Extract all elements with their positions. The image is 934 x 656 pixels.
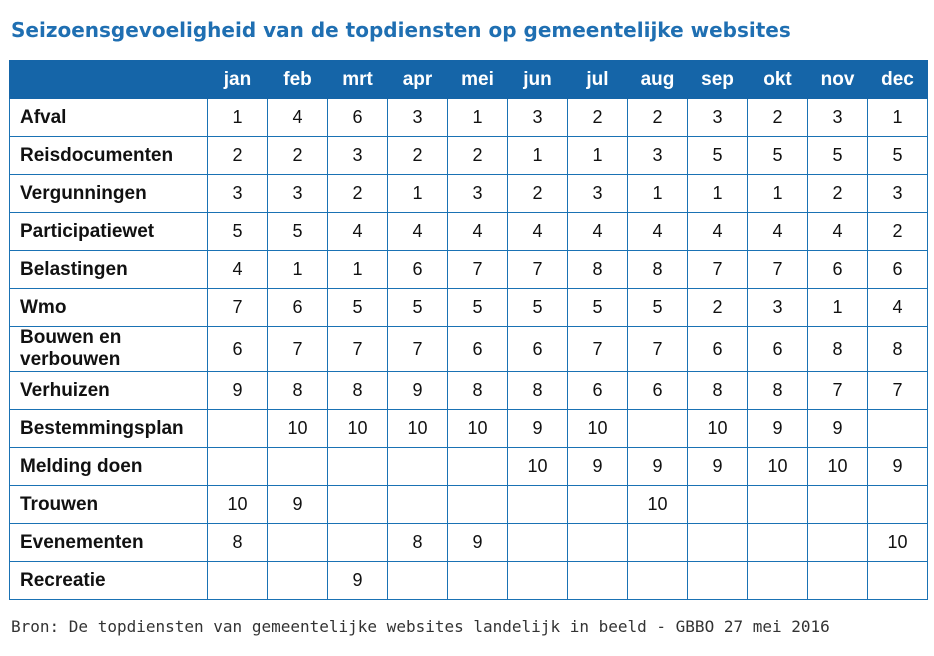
page-title: Seizoensgevoeligheid van de topdiensten op gemeentelijke websites (11, 18, 791, 42)
rank-cell (448, 448, 508, 486)
rank-cell: 1 (808, 289, 868, 327)
month-header: dec (868, 61, 928, 99)
rank-cell: 4 (688, 213, 748, 251)
rank-cell: 9 (688, 448, 748, 486)
table-row (10, 562, 928, 600)
rank-cell: 9 (868, 448, 928, 486)
rank-cell: 9 (748, 410, 808, 448)
table-row (10, 327, 928, 372)
rank-cell: 3 (388, 99, 448, 137)
rank-cell (328, 524, 388, 562)
rank-cell: 6 (808, 251, 868, 289)
rank-cell: 5 (448, 289, 508, 327)
rank-cell: 1 (688, 175, 748, 213)
row-label: Melding doen (10, 448, 208, 486)
rank-cell: 4 (268, 99, 328, 137)
rank-cell (628, 562, 688, 600)
rank-cell: 2 (508, 175, 568, 213)
rank-cell (808, 486, 868, 524)
month-header: sep (688, 61, 748, 99)
rank-cell: 9 (208, 372, 268, 410)
rank-cell (748, 486, 808, 524)
rank-cell: 6 (748, 327, 808, 372)
rank-cell: 10 (568, 410, 628, 448)
row-label: Participatiewet (10, 213, 208, 251)
rank-cell: 7 (448, 251, 508, 289)
rank-cell: 6 (268, 289, 328, 327)
rank-cell: 5 (868, 137, 928, 175)
rank-cell (208, 562, 268, 600)
rank-cell (208, 410, 268, 448)
rank-cell: 2 (568, 99, 628, 137)
row-label: Vergunningen (10, 175, 208, 213)
rank-cell: 8 (868, 327, 928, 372)
rank-cell: 4 (568, 213, 628, 251)
table-row (10, 448, 928, 486)
source-note: Bron: De topdiensten van gemeentelijke websites landelijk in beeld - GBBO 27 mei 2016 (11, 617, 830, 636)
row-label: Trouwen (10, 486, 208, 524)
rank-cell: 3 (868, 175, 928, 213)
rank-cell: 7 (628, 327, 688, 372)
row-label: Bouwen en verbouwen (10, 327, 208, 372)
rank-cell (868, 486, 928, 524)
rank-cell: 7 (328, 327, 388, 372)
table-row (10, 524, 928, 562)
rank-cell (448, 486, 508, 524)
rank-cell: 10 (748, 448, 808, 486)
rank-cell: 7 (748, 251, 808, 289)
rank-cell: 6 (688, 327, 748, 372)
rank-cell: 6 (328, 99, 388, 137)
rank-cell: 10 (628, 486, 688, 524)
month-header: apr (388, 61, 448, 99)
rank-cell: 10 (508, 448, 568, 486)
rank-cell (808, 524, 868, 562)
rank-cell (748, 524, 808, 562)
rank-cell: 4 (628, 213, 688, 251)
rank-cell: 8 (808, 327, 868, 372)
month-header: mei (448, 61, 508, 99)
rank-cell: 10 (448, 410, 508, 448)
rank-cell: 7 (208, 289, 268, 327)
table-row (10, 486, 928, 524)
rank-cell: 3 (628, 137, 688, 175)
rank-cell: 6 (508, 327, 568, 372)
rank-cell: 9 (448, 524, 508, 562)
table-row (10, 99, 928, 137)
rank-cell: 4 (808, 213, 868, 251)
rank-cell: 3 (688, 99, 748, 137)
rank-cell: 4 (508, 213, 568, 251)
month-header: mrt (328, 61, 388, 99)
rank-cell: 1 (628, 175, 688, 213)
rank-cell: 8 (748, 372, 808, 410)
rank-cell: 4 (748, 213, 808, 251)
rank-cell: 9 (628, 448, 688, 486)
rank-cell: 2 (628, 99, 688, 137)
rank-cell: 6 (628, 372, 688, 410)
rank-cell: 2 (328, 175, 388, 213)
month-header: jun (508, 61, 568, 99)
row-label: Afval (10, 99, 208, 137)
rank-cell: 10 (868, 524, 928, 562)
rank-cell: 8 (268, 372, 328, 410)
rank-cell: 5 (808, 137, 868, 175)
rank-cell (268, 562, 328, 600)
rank-cell: 2 (868, 213, 928, 251)
rank-cell (508, 486, 568, 524)
rank-cell: 3 (268, 175, 328, 213)
rank-cell: 9 (508, 410, 568, 448)
rank-cell (328, 486, 388, 524)
rank-cell: 5 (208, 213, 268, 251)
rank-cell: 10 (388, 410, 448, 448)
rank-cell (268, 448, 328, 486)
rank-cell: 2 (448, 137, 508, 175)
rank-cell (328, 448, 388, 486)
rank-cell: 2 (688, 289, 748, 327)
rank-cell (268, 524, 328, 562)
table-row (10, 372, 928, 410)
rank-cell: 1 (268, 251, 328, 289)
table-row (10, 410, 928, 448)
rank-cell: 1 (448, 99, 508, 137)
table-row (10, 251, 928, 289)
rank-cell (508, 524, 568, 562)
rank-cell: 3 (508, 99, 568, 137)
rank-cell: 1 (868, 99, 928, 137)
rank-cell: 1 (508, 137, 568, 175)
rank-cell: 8 (448, 372, 508, 410)
rank-cell (388, 486, 448, 524)
rank-cell: 5 (268, 213, 328, 251)
month-header: aug (628, 61, 688, 99)
rank-cell (688, 524, 748, 562)
rank-cell: 3 (448, 175, 508, 213)
rank-cell: 1 (568, 137, 628, 175)
rank-cell: 6 (868, 251, 928, 289)
rank-cell (508, 562, 568, 600)
rank-cell: 8 (568, 251, 628, 289)
rank-cell: 6 (388, 251, 448, 289)
rank-cell: 3 (208, 175, 268, 213)
rank-cell: 10 (328, 410, 388, 448)
rank-cell: 1 (388, 175, 448, 213)
rank-cell: 4 (868, 289, 928, 327)
row-label: Evenementen (10, 524, 208, 562)
rank-cell (388, 562, 448, 600)
rank-cell (808, 562, 868, 600)
rank-cell: 5 (568, 289, 628, 327)
rank-cell: 10 (808, 448, 868, 486)
rank-cell (628, 410, 688, 448)
rank-cell (868, 562, 928, 600)
table-row (10, 175, 928, 213)
row-label: Reisdocumenten (10, 137, 208, 175)
rank-cell: 7 (268, 327, 328, 372)
rank-cell (568, 524, 628, 562)
rank-cell (688, 486, 748, 524)
rank-cell: 2 (208, 137, 268, 175)
rank-cell (208, 448, 268, 486)
rank-cell: 8 (208, 524, 268, 562)
rank-cell: 6 (208, 327, 268, 372)
rank-cell: 6 (568, 372, 628, 410)
rank-cell: 6 (448, 327, 508, 372)
rank-cell: 9 (388, 372, 448, 410)
rank-cell: 3 (568, 175, 628, 213)
rank-cell: 8 (388, 524, 448, 562)
rank-cell: 8 (328, 372, 388, 410)
rank-cell: 8 (688, 372, 748, 410)
rank-cell: 1 (748, 175, 808, 213)
header-row (10, 61, 928, 99)
rank-cell: 5 (328, 289, 388, 327)
table-row (10, 137, 928, 175)
rank-cell (448, 562, 508, 600)
rank-cell: 10 (268, 410, 328, 448)
rank-cell: 7 (508, 251, 568, 289)
rank-cell: 4 (448, 213, 508, 251)
rank-cell: 1 (208, 99, 268, 137)
rank-cell: 9 (808, 410, 868, 448)
rank-cell: 5 (688, 137, 748, 175)
rank-cell: 7 (868, 372, 928, 410)
table-row (10, 289, 928, 327)
month-header: nov (808, 61, 868, 99)
rank-cell (388, 448, 448, 486)
rank-cell (568, 486, 628, 524)
rank-cell: 4 (208, 251, 268, 289)
rank-cell: 7 (688, 251, 748, 289)
rank-cell: 5 (628, 289, 688, 327)
rank-cell: 2 (748, 99, 808, 137)
header-corner (10, 61, 208, 99)
rank-cell: 2 (388, 137, 448, 175)
rank-cell: 8 (508, 372, 568, 410)
rank-cell (568, 562, 628, 600)
rank-cell: 1 (328, 251, 388, 289)
rank-cell (628, 524, 688, 562)
month-header: jul (568, 61, 628, 99)
month-header: okt (748, 61, 808, 99)
month-header: jan (208, 61, 268, 99)
rank-cell (868, 410, 928, 448)
rank-cell: 9 (568, 448, 628, 486)
row-label: Bestemmingsplan (10, 410, 208, 448)
table-row (10, 213, 928, 251)
rank-cell: 8 (628, 251, 688, 289)
rank-cell: 5 (388, 289, 448, 327)
rank-cell: 3 (328, 137, 388, 175)
rank-cell: 7 (808, 372, 868, 410)
rank-cell: 2 (808, 175, 868, 213)
rank-cell (748, 562, 808, 600)
row-label: Belastingen (10, 251, 208, 289)
rank-cell: 9 (268, 486, 328, 524)
row-label: Recreatie (10, 562, 208, 600)
rank-cell: 3 (808, 99, 868, 137)
rank-cell: 3 (748, 289, 808, 327)
rank-cell: 5 (748, 137, 808, 175)
ranking-table (9, 60, 928, 600)
month-header: feb (268, 61, 328, 99)
rank-cell: 4 (328, 213, 388, 251)
rank-cell: 7 (568, 327, 628, 372)
rank-cell: 10 (208, 486, 268, 524)
rank-cell (688, 562, 748, 600)
rank-cell: 9 (328, 562, 388, 600)
row-label: Verhuizen (10, 372, 208, 410)
rank-cell: 10 (688, 410, 748, 448)
rank-cell: 2 (268, 137, 328, 175)
rank-cell: 5 (508, 289, 568, 327)
rank-cell: 4 (388, 213, 448, 251)
rank-cell: 7 (388, 327, 448, 372)
row-label: Wmo (10, 289, 208, 327)
